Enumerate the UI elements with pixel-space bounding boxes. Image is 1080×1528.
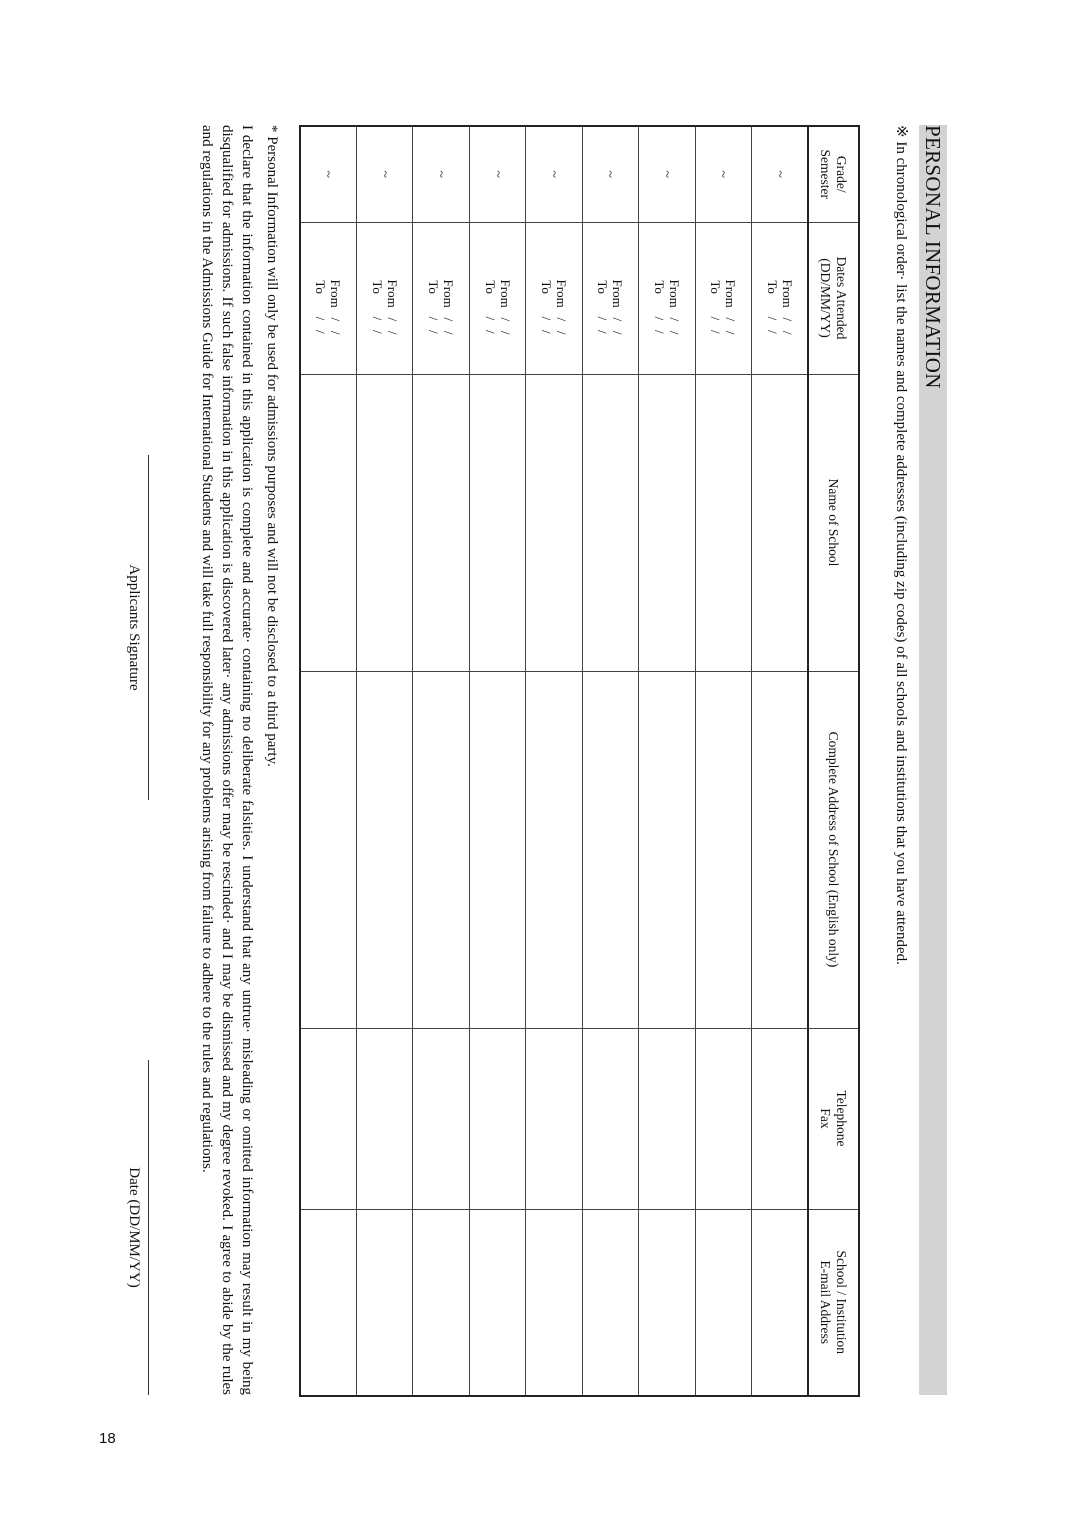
declaration-text: I declare that the information contained in this application is complete and accurate· containing no deliberate falsities. I understand that any untrue· misleading or omitted information may result in my being disqualified for admissions. If such false information in this application is discovered later· any admissions offer may be rescinded· and I may be dismissed and my degree revoked. I agree to abide by the rules and regulations in the Admissions Guide for International Students and will take full responsibility for any problems arising from failure to adhere to the rules and regulations. — [199, 125, 255, 1395]
dates-attended-cell[interactable] — [752, 222, 808, 374]
dates-attended-cell[interactable] — [357, 222, 413, 374]
date-from-line: From / / — [666, 279, 682, 335]
email-address-cell[interactable] — [695, 1209, 751, 1396]
school-name-cell[interactable] — [469, 374, 525, 671]
grade-semester-cell[interactable]: ~ — [639, 126, 695, 222]
dates-attended-cell[interactable] — [413, 222, 469, 374]
telephone-fax-cell[interactable] — [357, 1028, 413, 1209]
grade-semester-cell[interactable]: ~ — [695, 126, 751, 222]
signature-line[interactable] — [148, 455, 149, 800]
table-row — [526, 126, 582, 1396]
school-name-cell[interactable] — [752, 374, 808, 671]
signature-label: Applicants Signature — [126, 564, 142, 691]
instruction-text: ※ In chronological order· list the names and complete addresses (including zip codes) of all schools and institutions that you have attended. — [893, 125, 909, 965]
grade-semester-cell[interactable]: ~ — [357, 126, 413, 222]
date-from-line: From / / — [779, 279, 795, 335]
page-number: 18 — [99, 1430, 116, 1447]
header-school-address — [808, 671, 859, 1028]
date-from-line: From / / — [554, 279, 570, 335]
school-name-cell[interactable] — [695, 374, 751, 671]
school-name-cell[interactable] — [300, 374, 357, 671]
header-dates-line1: Dates Attended — [834, 256, 850, 340]
school-name-cell[interactable] — [413, 374, 469, 671]
telephone-fax-cell[interactable] — [639, 1028, 695, 1209]
email-address-cell[interactable] — [413, 1209, 469, 1396]
header-grade-line2: Semester — [818, 149, 834, 199]
date-to-line: To / / — [313, 280, 329, 334]
telephone-fax-cell[interactable] — [300, 1028, 357, 1209]
dates-attended-cell[interactable] — [695, 222, 751, 374]
dates-attended-cell[interactable] — [526, 222, 582, 374]
header-email-line1: School / Institution — [834, 1250, 850, 1354]
email-address-cell[interactable] — [582, 1209, 638, 1396]
school-address-cell[interactable] — [526, 671, 582, 1028]
header-grade-line1: Grade/ — [834, 155, 850, 193]
table-row — [357, 126, 413, 1396]
date-to-line: To / / — [764, 280, 780, 334]
date-from-line: From / / — [384, 279, 400, 335]
date-label: Date (DD/MM/YY) — [126, 1167, 142, 1288]
grade-semester-cell[interactable]: ~ — [752, 126, 808, 222]
school-address-cell[interactable] — [582, 671, 638, 1028]
header-address-line1: Complete Address of School (English only) — [826, 731, 842, 968]
telephone-fax-cell[interactable] — [582, 1028, 638, 1209]
grade-semester-cell[interactable]: ~ — [413, 126, 469, 222]
grade-semester-cell[interactable]: ~ — [582, 126, 638, 222]
school-name-cell[interactable] — [582, 374, 638, 671]
dates-attended-cell[interactable] — [582, 222, 638, 374]
privacy-note: * Personal Information will only be used for admissions purposes and will not be disclosed to a third party. — [264, 125, 280, 767]
rotated-form-page — [126, 125, 947, 1395]
date-to-line: To / / — [426, 280, 442, 334]
date-from-line: From / / — [723, 279, 739, 335]
date-to-line: To / / — [708, 280, 724, 334]
email-address-cell[interactable] — [469, 1209, 525, 1396]
header-dates-attended — [808, 222, 859, 374]
grade-semester-cell[interactable]: ~ — [300, 126, 357, 222]
header-email-address — [808, 1209, 859, 1396]
schools-attended-table — [299, 125, 860, 1397]
header-phone-line1: Telephone — [834, 1090, 850, 1147]
email-address-cell[interactable] — [752, 1209, 808, 1396]
table-row — [695, 126, 751, 1396]
telephone-fax-cell[interactable] — [695, 1028, 751, 1209]
date-from-line: From / / — [610, 279, 626, 335]
date-from-line: From / / — [328, 279, 344, 335]
school-address-cell[interactable] — [413, 671, 469, 1028]
table-row — [413, 126, 469, 1396]
table-row — [582, 126, 638, 1396]
telephone-fax-cell[interactable] — [752, 1028, 808, 1209]
table-row — [639, 126, 695, 1396]
school-name-cell[interactable] — [639, 374, 695, 671]
date-line[interactable] — [148, 1060, 149, 1395]
date-to-line: To / / — [369, 280, 385, 334]
grade-semester-cell[interactable]: ~ — [526, 126, 582, 222]
school-address-cell[interactable] — [639, 671, 695, 1028]
school-address-cell[interactable] — [695, 671, 751, 1028]
email-address-cell[interactable] — [357, 1209, 413, 1396]
header-school-name-line1: Name of School — [826, 478, 842, 567]
email-address-cell[interactable] — [639, 1209, 695, 1396]
dates-attended-cell[interactable] — [639, 222, 695, 374]
header-dates-line2: (DD/MM/YY) — [818, 258, 834, 338]
header-school-name — [808, 374, 859, 671]
telephone-fax-cell[interactable] — [526, 1028, 582, 1209]
school-name-cell[interactable] — [526, 374, 582, 671]
school-name-cell[interactable] — [357, 374, 413, 671]
school-address-cell[interactable] — [300, 671, 357, 1028]
header-grade-semester — [808, 126, 859, 222]
school-address-cell[interactable] — [752, 671, 808, 1028]
section-title: PERSONAL INFORMATION — [921, 125, 945, 389]
email-address-cell[interactable] — [526, 1209, 582, 1396]
school-address-cell[interactable] — [357, 671, 413, 1028]
email-address-cell[interactable] — [300, 1209, 357, 1396]
header-telephone-fax — [808, 1028, 859, 1209]
table-row — [469, 126, 525, 1396]
header-phone-line2: Fax — [818, 1108, 834, 1129]
date-to-line: To / / — [482, 280, 498, 334]
date-to-line: To / / — [539, 280, 555, 334]
date-from-line: From / / — [497, 279, 513, 335]
dates-attended-cell[interactable] — [469, 222, 525, 374]
telephone-fax-cell[interactable] — [413, 1028, 469, 1209]
dates-attended-cell[interactable] — [300, 222, 357, 374]
date-to-line: To / / — [651, 280, 667, 334]
table-row — [300, 126, 357, 1396]
grade-semester-cell[interactable]: ~ — [469, 126, 525, 222]
school-address-cell[interactable] — [469, 671, 525, 1028]
date-from-line: From / / — [441, 279, 457, 335]
telephone-fax-cell[interactable] — [469, 1028, 525, 1209]
table-row — [752, 126, 808, 1396]
header-email-line2: E-mail Address — [818, 1260, 834, 1345]
table-header-row — [808, 126, 859, 1396]
date-to-line: To / / — [595, 280, 611, 334]
